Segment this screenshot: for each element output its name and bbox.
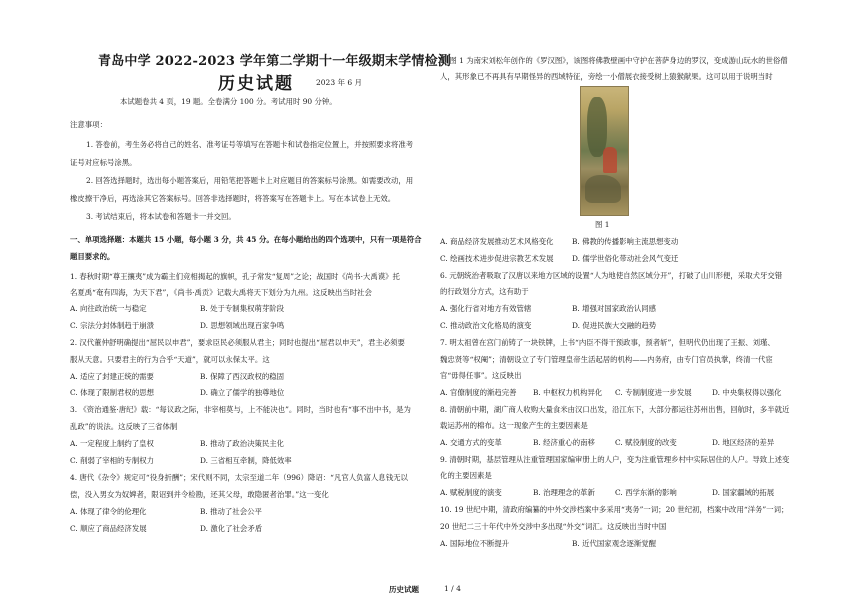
painting-figure — [603, 147, 617, 173]
question-2-stem-line2: 服从天意。只要君主的行为合乎“天道”，就可以永保太平。这 — [70, 355, 270, 364]
question-5-stem-line2: 人，其形象已不再具有早期怪异的西域特征，旁绘一小僧展衣接受树上猿猴献果。这可以用于说明当时 — [440, 72, 773, 81]
question-9-stem-line2: 化的主要因素是 — [440, 471, 492, 480]
question-10-stem-line2: 20 世纪二三十年代中外交涉中多出现“外交”词汇。这反映出当时中国 — [440, 522, 667, 531]
footer-page-number: 1 / 4 — [444, 584, 461, 593]
question-8-option-c: C. 赋役制度的改变 — [615, 438, 677, 447]
footer-subject: 历史试题 — [389, 585, 419, 594]
question-9-option-b: B. 治理理念的革新 — [533, 488, 595, 497]
question-5-option-d: D. 儒学世俗化带动社会风气变迁 — [572, 254, 679, 263]
exam-title: 青岛中学 2022-2023 学年第二学期十一年级期末学情检测 — [98, 54, 452, 69]
question-3-option-c: C. 削弱了宰相的专制权力 — [70, 456, 154, 465]
note-1-line1: 1. 答卷前，考生务必将自己的姓名、准考证号等填写在答题卡和试卷指定位置上，并按照要求将准考 — [86, 140, 414, 149]
question-6-option-a: A. 强化行省对地方有效管辖 — [440, 304, 532, 313]
question-5-option-a: A. 商品经济发展推动艺术风格变化 — [440, 237, 554, 246]
question-6-option-b: B. 增强对国家政治认同感 — [572, 304, 657, 313]
question-8-option-b: B. 经济重心的南移 — [533, 438, 595, 447]
question-3-option-b: B. 推动了政治决策民主化 — [200, 439, 285, 448]
question-5-option-b: B. 佛教的传播影响主流思想变动 — [572, 237, 679, 246]
question-10-option-a: A. 国际地位不断提升 — [440, 539, 510, 548]
question-6-stem-line1: 6. 元朝统治者吸取了汉唐以来地方区域的设置“人为地使自然区域分开”，打破了山川形便，采取犬牙交错 — [440, 271, 783, 280]
question-8-option-d: D. 地区经济的差异 — [712, 438, 775, 447]
question-7-option-d: D. 中央集权得以强化 — [712, 388, 782, 397]
question-9-option-d: D. 国家疆域的拓展 — [712, 488, 775, 497]
arhat-painting-image — [580, 86, 629, 216]
question-6-stem-line2: 的行政划分方式，这有助于 — [440, 287, 529, 296]
question-3-stem-line2: 乱政”的说法。这反映了三省体制 — [70, 422, 178, 431]
question-1-option-a: A. 向往政治统一与稳定 — [70, 304, 147, 313]
question-5-stem-line1: 5. 图 1 为南宋刘松年创作的《罗汉图》，该图将佛教壁画中守护在菩萨身边的罗汉，变成游山玩水的世俗僧 — [440, 56, 788, 65]
question-2-option-a: A. 适应了封建正统的需要 — [70, 372, 154, 381]
question-6-option-d: D. 促进民族大交融的趋势 — [572, 321, 657, 330]
question-7-stem-line3: 官“毋得任事”。这反映出 — [440, 371, 522, 380]
question-5-option-c: C. 绘画技术进步促进宗教艺术发展 — [440, 254, 554, 263]
question-4-stem-line1: 4. 唐代《杂令》规定可“役身折酬”；宋代则不同，太宗至道二年（996）降诏：“凡官人负富人息钱无以 — [70, 473, 408, 482]
note-2-line2: 橡皮擦干净后，再选涂其它答案标号。回答非选择题时，将答案写在答题卡上。写在本试卷上无效。 — [70, 194, 396, 203]
question-10-option-b: B. 近代国家观念逐渐觉醒 — [572, 539, 657, 548]
question-2-option-d: D. 确立了儒学的独尊地位 — [200, 388, 285, 397]
question-7-option-c: C. 专制制度进一步发展 — [615, 388, 692, 397]
note-3: 3. 考试结束后，将本试卷和答题卡一并交回。 — [86, 212, 236, 221]
question-2-option-b: B. 保障了西汉政权的稳固 — [200, 372, 285, 381]
section-heading-line2: 题目要求的。 — [70, 252, 115, 261]
question-9-option-a: A. 赋税制度的演变 — [440, 488, 502, 497]
painting-rock — [585, 175, 621, 203]
question-9-stem-line1: 9. 清朝时期，基层管理从注重管理国家编审册上的人户，变为注重管理乡村中实际居住的人户。导致上述变 — [440, 455, 790, 464]
question-6-option-c: C. 推动政治文化格局的演变 — [440, 321, 532, 330]
question-1-option-c: C. 宗法分封体制趋于崩溃 — [70, 321, 154, 330]
question-8-stem-line1: 8. 清朝前中期，湖广商人收购大量食米由汉口出发，沿江东下，大部分都运往苏州出售，回航时，多半就近 — [440, 405, 790, 414]
note-2-line1: 2. 回答选择题时，选出每小题答案后，用铅笔把答题卡上对应题目的答案标号涂黑。如需要改动，用 — [86, 176, 414, 185]
question-2-option-c: C. 体现了限制君权的思想 — [70, 388, 154, 397]
note-1-line2: 证号对应标号涂黑。 — [70, 158, 137, 167]
question-1-stem-line2: 名夏禹“奄有四海，为天下君”，《尚书·禹贡》记载大禹将天下划分为九州。这反映出当时社会 — [70, 288, 372, 297]
question-4-option-b: B. 推动了社会公平 — [200, 507, 262, 516]
question-3-option-a: A. 一定程度上制约了皇权 — [70, 439, 154, 448]
question-1-option-d: D. 思想领域出现百家争鸣 — [200, 321, 285, 330]
question-7-option-a: A. 官僚制度的渐趋完善 — [440, 388, 517, 397]
section-heading-line1: 一、单项选择题：本题共 15 小题，每小题 3 分，共 45 分。在每小题给出的四个选项中，只有一项是符合 — [70, 235, 422, 244]
question-7-stem-line2: 魏忠贤等“权阉”；清朝设立了专门管理皇帝生活起居的机构——内务府，由专门官员执掌，终清一代宦 — [440, 355, 773, 364]
question-3-stem-line1: 3. 《资治通鉴·唐纪》载：“每议政之际，非宰相莫与，上不能决也”。同时，当时也有“事不出中书，是为 — [70, 405, 411, 414]
question-4-option-d: D. 激化了社会矛盾 — [200, 524, 263, 533]
figure-caption: 图 1 — [595, 220, 610, 229]
exam-intro: 本试题卷共 4 页，19 题。全卷满分 100 分。考试用时 90 分钟。 — [120, 97, 337, 106]
question-3-option-d: D. 三省相互牵制，降低效率 — [200, 456, 292, 465]
subject-title: 历史试题 — [218, 74, 294, 94]
question-4-stem-line2: 偿，没入男女为奴婢者，限诏到并令检勘，还其父母，敢隐匿者治罪。”这一变化 — [70, 490, 329, 499]
question-7-stem-line1: 7. 明太祖曾在宫门前铸了一块铁牌，上书“内臣不得干预政事，预者斩”，但明代仍出现了王振、刘瑾、 — [440, 338, 775, 347]
question-8-stem-line2: 载运苏州的棉布。这一现象产生的主要因素是 — [440, 421, 588, 430]
question-9-option-c: C. 西学东渐的影响 — [615, 488, 677, 497]
question-1-stem-line1: 1. 春秋时期“尊王攘夷”成为霸主们竞相揭起的旗帜，孔子常发“复周”之论；战国时《尚书·大禹谟》托 — [70, 272, 400, 281]
exam-date: 2023 年 6 月 — [316, 78, 363, 87]
question-2-stem-line1: 2. 汉代董仲舒明确提出“屈民以申君”，要求臣民必须服从君主；同时也提出“屈君以申天”，君主必须要 — [70, 338, 405, 347]
question-10-stem-line1: 10. 19 世纪中期，清政府编纂的中外交涉档案中多采用“夷务”一词；20 世纪初，档案中改用“洋务”一词； — [440, 505, 789, 514]
question-8-option-a: A. 交通方式的变革 — [440, 438, 502, 447]
notes-heading: 注意事项： — [70, 120, 107, 129]
question-4-option-a: A. 体现了律令的伦理化 — [70, 507, 147, 516]
question-4-option-c: C. 顺应了商品经济发展 — [70, 524, 147, 533]
question-7-option-b: B. 中枢权力机构异化 — [533, 388, 603, 397]
question-1-option-b: B. 处于专制集权萌芽阶段 — [200, 304, 285, 313]
